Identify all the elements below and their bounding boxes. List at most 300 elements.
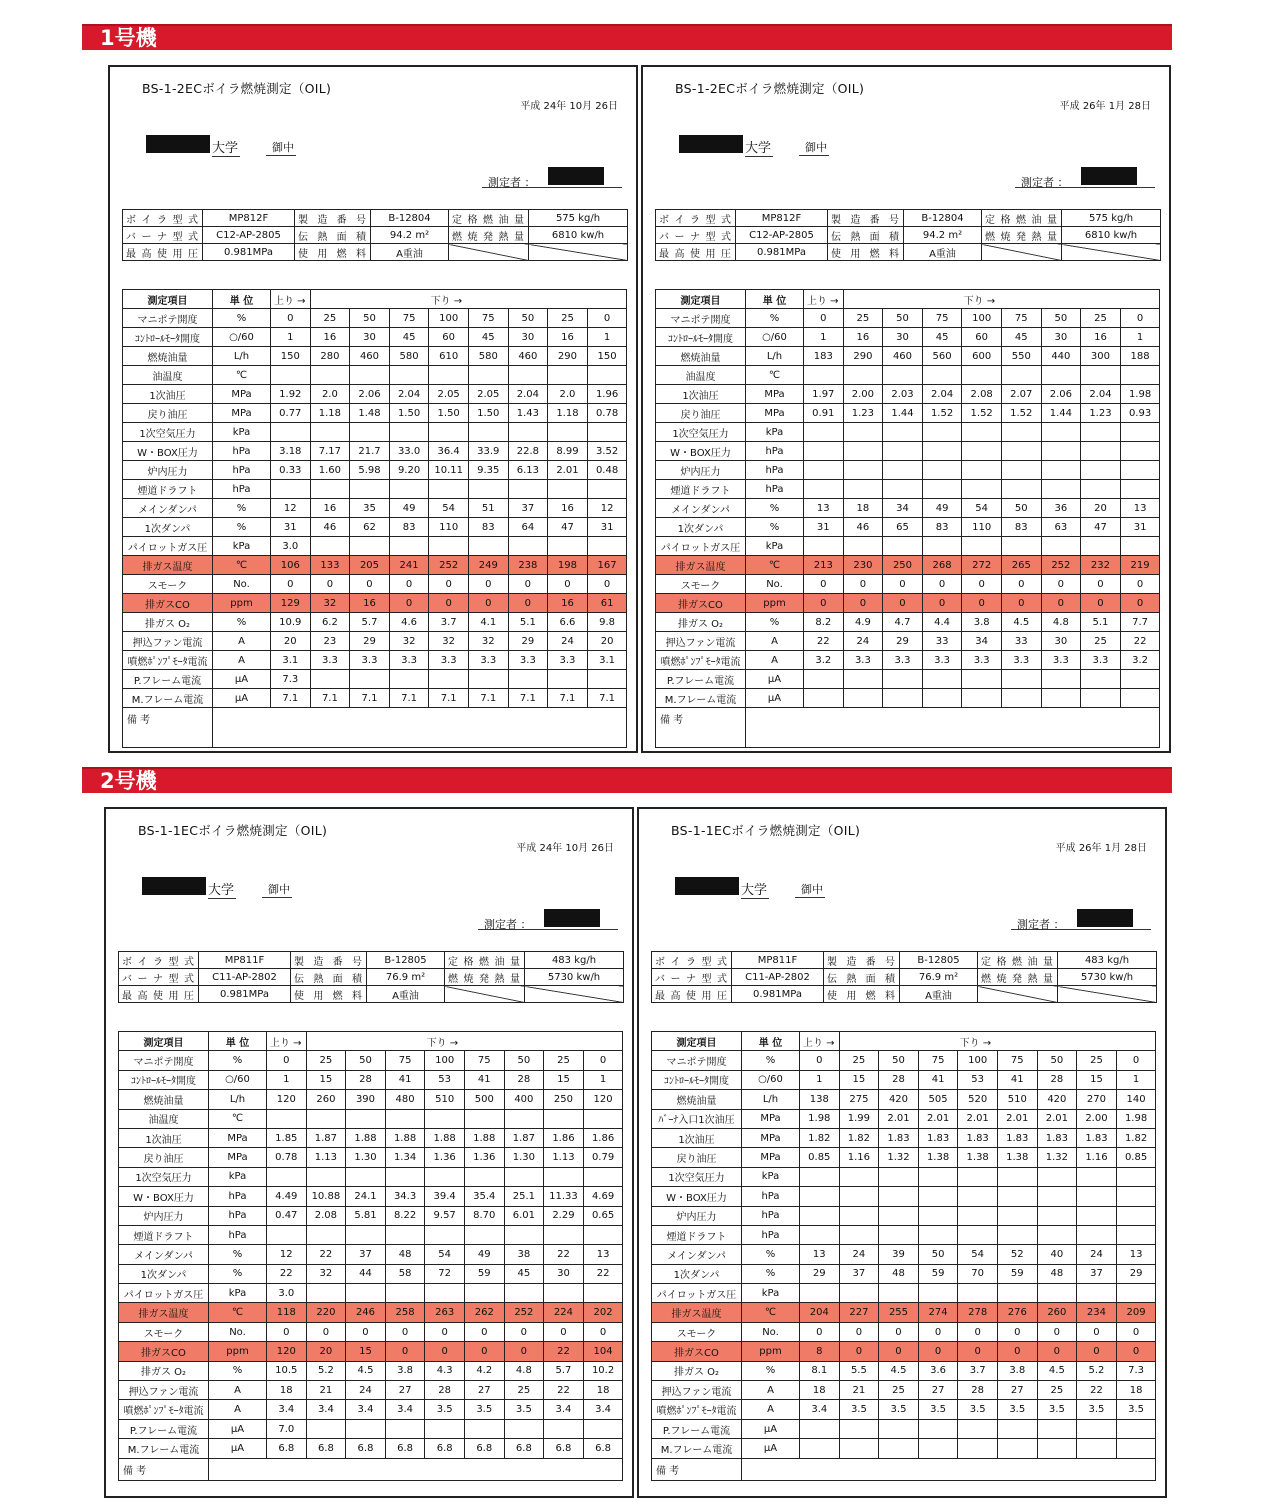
spec-cell: 最高使用圧 — [652, 986, 732, 1003]
table-cell: 27 — [464, 1381, 504, 1400]
table-cell: 25 — [548, 309, 588, 328]
table-cell: 7.3 — [271, 670, 311, 689]
table-cell — [306, 1225, 346, 1244]
table-cell: μA — [213, 689, 271, 708]
table-cell: 59 — [997, 1264, 1037, 1283]
table-cell: 1.82 — [839, 1128, 879, 1147]
table-cell — [883, 461, 923, 480]
table-cell: % — [213, 499, 271, 518]
table-cell: 13 — [583, 1245, 623, 1264]
table-cell: % — [209, 1361, 267, 1380]
redacted-name — [675, 877, 739, 895]
table-cell: 70 — [958, 1264, 998, 1283]
table-cell: 258 — [385, 1303, 425, 1322]
table-cell: 3.4 — [583, 1400, 623, 1419]
table-cell: % — [742, 1264, 800, 1283]
table-cell: 7.1 — [429, 689, 469, 708]
table-cell: 1.83 — [1077, 1128, 1117, 1147]
table-cell: 22 — [544, 1245, 584, 1264]
table-cell: 39.4 — [425, 1187, 465, 1206]
table-cell: 35.4 — [464, 1187, 504, 1206]
table-cell: MPa — [742, 1109, 800, 1128]
table-cell: 排ガス温度 — [652, 1303, 742, 1322]
table-cell: メインダンパ — [652, 1245, 742, 1264]
table-row — [123, 461, 627, 480]
table-cell: 油温度 — [123, 366, 213, 385]
table-cell: 1.32 — [1037, 1148, 1077, 1167]
spec-cell — [982, 244, 1062, 261]
table-cell: 83 — [1001, 518, 1041, 537]
table-cell — [922, 689, 962, 708]
table-cell: 25 — [839, 1051, 879, 1070]
remark-label: 備 考 — [119, 1458, 209, 1480]
table-cell — [1037, 1167, 1077, 1186]
table-cell: 460 — [350, 347, 390, 366]
table-row — [123, 309, 627, 328]
table-cell: 7.1 — [350, 689, 390, 708]
table-cell: 29 — [883, 632, 923, 651]
sheet-date: 平成 24年 10月 26日 — [516, 843, 614, 854]
table-row — [123, 537, 627, 556]
table-cell: 263 — [425, 1303, 465, 1322]
table-cell: 16 — [310, 328, 350, 347]
table-cell: 1.92 — [271, 385, 311, 404]
table-cell: 1.98 — [1116, 1109, 1156, 1128]
sheet-unit2-2014 — [637, 807, 1167, 1498]
table-cell: 0 — [997, 1342, 1037, 1361]
table-cell: 0 — [385, 1342, 425, 1361]
onchu-label: 御中 — [795, 881, 825, 898]
table-cell — [508, 670, 548, 689]
table-cell: 排ガス O₂ — [656, 613, 746, 632]
table-row — [123, 575, 627, 594]
table-cell: 47 — [1081, 518, 1121, 537]
table-cell: 3.3 — [922, 651, 962, 670]
table-cell: 460 — [883, 347, 923, 366]
table-cell: 83 — [922, 518, 962, 537]
table-cell — [922, 480, 962, 499]
table-cell: 16 — [548, 328, 588, 347]
table-cell: 0 — [544, 1322, 584, 1341]
table-cell: スモーク — [652, 1322, 742, 1341]
table-cell: 7.7 — [1120, 613, 1160, 632]
header-unit: 単 位 — [209, 1032, 267, 1051]
table-cell: 1.99 — [839, 1109, 879, 1128]
table-cell: ppm — [746, 594, 804, 613]
table-cell — [310, 480, 350, 499]
table-cell: 45 — [922, 328, 962, 347]
table-cell: 0 — [958, 1322, 998, 1341]
table-cell: 18 — [583, 1381, 623, 1400]
table-cell — [1116, 1284, 1156, 1303]
table-row — [656, 689, 1160, 708]
table-cell: 260 — [1037, 1303, 1077, 1322]
table-cell: 0 — [429, 594, 469, 613]
table-cell: 45 — [468, 328, 508, 347]
table-cell: ﾊﾞｰﾅ入口1次油圧 — [652, 1109, 742, 1128]
spec-cell: 575 kg/h — [1062, 210, 1161, 227]
spec-cell: 燃焼発熱量 — [445, 969, 525, 986]
table-cell: 9.20 — [389, 461, 429, 480]
table-cell: 10.88 — [306, 1187, 346, 1206]
table-cell: hPa — [742, 1187, 800, 1206]
table-cell: 238 — [508, 556, 548, 575]
table-cell: 9.35 — [468, 461, 508, 480]
table-cell: 炉内圧力 — [123, 461, 213, 480]
spec-cell: MP812F — [736, 210, 828, 227]
table-cell — [962, 461, 1002, 480]
table-cell — [997, 1206, 1037, 1225]
spec-cell: 伝 熱 面 積 — [828, 227, 904, 244]
table-cell: 50 — [918, 1245, 958, 1264]
table-cell: kPa — [209, 1284, 267, 1303]
table-cell: 9.8 — [587, 613, 627, 632]
table-cell: 5.2 — [1077, 1361, 1117, 1380]
table-cell: 3.4 — [346, 1400, 386, 1419]
table-cell: 排ガスCO — [119, 1342, 209, 1361]
table-row — [656, 442, 1160, 461]
spec-cell: 定格燃油量 — [982, 210, 1062, 227]
table-cell: 6.8 — [425, 1439, 465, 1458]
table-cell: 1.23 — [1081, 404, 1121, 423]
table-cell — [346, 1167, 386, 1186]
table-cell — [1120, 423, 1160, 442]
table-cell: M.フレーム電流 — [123, 689, 213, 708]
spec-cell: 6810 kw/h — [529, 227, 628, 244]
table-cell: ℃ — [213, 556, 271, 575]
table-cell: 75 — [464, 1051, 504, 1070]
table-cell: 1.16 — [1077, 1148, 1117, 1167]
table-cell: 6.6 — [548, 613, 588, 632]
table-row — [123, 613, 627, 632]
table-cell: 1 — [800, 1070, 840, 1089]
table-cell — [544, 1225, 584, 1244]
table-cell — [962, 366, 1002, 385]
table-cell: 0 — [1077, 1342, 1117, 1361]
spec-cell — [449, 244, 529, 261]
table-cell: 4.3 — [425, 1361, 465, 1380]
table-cell: % — [213, 613, 271, 632]
table-cell: パイロットガス圧 — [656, 537, 746, 556]
table-cell: 34.3 — [385, 1187, 425, 1206]
table-cell — [883, 423, 923, 442]
table-cell: P.フレーム電流 — [123, 670, 213, 689]
table-cell: 46 — [310, 518, 350, 537]
table-cell: 25 — [1077, 1051, 1117, 1070]
table-cell — [962, 689, 1002, 708]
table-cell: 25 — [879, 1381, 919, 1400]
table-cell: 10.11 — [429, 461, 469, 480]
spec-cell — [525, 986, 624, 1003]
table-cell: 60 — [429, 328, 469, 347]
table-cell — [1037, 1419, 1077, 1438]
table-cell — [1037, 1439, 1077, 1458]
table-cell: 440 — [1041, 347, 1081, 366]
table-cell: 7.1 — [587, 689, 627, 708]
table-cell — [800, 1187, 840, 1206]
table-cell: 249 — [468, 556, 508, 575]
table-cell: 10.9 — [271, 613, 311, 632]
table-cell: 0 — [583, 1051, 623, 1070]
spec-row — [119, 986, 624, 1003]
table-cell: 6.8 — [544, 1439, 584, 1458]
table-cell: 排ガス温度 — [123, 556, 213, 575]
table-cell: kPa — [742, 1167, 800, 1186]
spec-cell: 483 kg/h — [525, 952, 624, 969]
table-cell: 8.99 — [548, 442, 588, 461]
table-cell: 21.7 — [350, 442, 390, 461]
table-cell: 3.8 — [385, 1361, 425, 1380]
table-cell: 7.1 — [548, 689, 588, 708]
redacted-measurer — [1081, 167, 1137, 185]
table-cell: 戻り油圧 — [119, 1148, 209, 1167]
table-cell: 3.4 — [385, 1400, 425, 1419]
table-cell: 1次ダンパ — [656, 518, 746, 537]
table-cell: 204 — [800, 1303, 840, 1322]
table-cell — [544, 1167, 584, 1186]
spec-table — [655, 209, 1161, 261]
table-cell: 0 — [271, 309, 311, 328]
table-cell: 75 — [468, 309, 508, 328]
table-row — [656, 423, 1160, 442]
table-cell — [587, 670, 627, 689]
table-cell: 18 — [843, 499, 883, 518]
table-cell — [918, 1439, 958, 1458]
table-cell: 75 — [385, 1051, 425, 1070]
table-cell: 4.8 — [1041, 613, 1081, 632]
table-cell: ppm — [213, 594, 271, 613]
header-down: 下り → — [839, 1032, 1156, 1051]
table-cell: 4.1 — [468, 613, 508, 632]
table-cell — [1077, 1419, 1117, 1438]
table-cell: 224 — [544, 1303, 584, 1322]
table-cell: 500 — [464, 1090, 504, 1109]
table-cell — [843, 461, 883, 480]
table-cell: 37 — [839, 1264, 879, 1283]
table-cell: 0 — [958, 1342, 998, 1361]
table-cell: 3.7 — [958, 1361, 998, 1380]
table-cell: スモーク — [119, 1322, 209, 1341]
table-cell: 11.33 — [544, 1187, 584, 1206]
table-cell — [918, 1284, 958, 1303]
spec-cell: A重油 — [904, 244, 982, 261]
table-row — [123, 366, 627, 385]
spec-cell: ボイラ型式 — [652, 952, 732, 969]
table-cell: 0 — [385, 1322, 425, 1341]
table-cell: P.フレーム電流 — [656, 670, 746, 689]
table-row — [123, 518, 627, 537]
sheet-date: 平成 26年 1月 28日 — [1055, 843, 1147, 854]
table-cell: 16 — [310, 499, 350, 518]
table-cell: 0 — [804, 575, 844, 594]
table-cell: 260 — [306, 1090, 346, 1109]
table-cell: 9.57 — [425, 1206, 465, 1225]
spec-cell: B-12805 — [367, 952, 445, 969]
table-cell: 4.6 — [389, 613, 429, 632]
spec-cell: 伝 熱 面 積 — [291, 969, 367, 986]
table-cell — [800, 1439, 840, 1458]
table-cell: 45 — [1001, 328, 1041, 347]
table-cell: 29 — [1116, 1264, 1156, 1283]
table-cell: 48 — [385, 1245, 425, 1264]
spec-cell: ボイラ型式 — [123, 210, 203, 227]
table-cell — [548, 670, 588, 689]
table-cell — [389, 423, 429, 442]
table-cell — [429, 537, 469, 556]
sheet-unit1-2012 — [108, 65, 638, 753]
table-cell: 16 — [350, 594, 390, 613]
table-cell — [1041, 423, 1081, 442]
table-cell: 燃焼油量 — [119, 1090, 209, 1109]
table-cell: 燃焼油量 — [652, 1090, 742, 1109]
table-cell: ℃ — [746, 366, 804, 385]
table-cell: 押込ファン電流 — [652, 1381, 742, 1400]
table-cell: M.フレーム電流 — [119, 1439, 209, 1458]
table-cell: 22 — [544, 1381, 584, 1400]
table-cell: 1.52 — [922, 404, 962, 423]
table-cell: 7.1 — [508, 689, 548, 708]
unit1-band — [82, 24, 1172, 50]
table-cell: 1.83 — [1037, 1128, 1077, 1147]
table-cell: 250 — [883, 556, 923, 575]
spec-cell: A重油 — [900, 986, 978, 1003]
table-cell — [504, 1109, 544, 1128]
table-cell: 50 — [508, 309, 548, 328]
table-cell: 8 — [800, 1342, 840, 1361]
table-cell: 4.5 — [346, 1361, 386, 1380]
table-cell: 0 — [1001, 594, 1041, 613]
table-cell: 0.48 — [587, 461, 627, 480]
table-cell: 38 — [504, 1245, 544, 1264]
table-cell: 6.01 — [504, 1206, 544, 1225]
table-cell — [583, 1225, 623, 1244]
table-cell: 10.2 — [583, 1361, 623, 1380]
table-cell: 54 — [962, 499, 1002, 518]
table-row — [119, 1284, 623, 1303]
table-cell: % — [209, 1245, 267, 1264]
table-cell: 1次空気圧力 — [119, 1167, 209, 1186]
table-cell: 15 — [544, 1070, 584, 1089]
table-cell: 2.03 — [883, 385, 923, 404]
table-cell — [1120, 480, 1160, 499]
table-cell: 7.17 — [310, 442, 350, 461]
table-cell: 40 — [1037, 1245, 1077, 1264]
spec-cell: 製 造 番 号 — [828, 210, 904, 227]
table-row — [123, 347, 627, 366]
table-cell: 1 — [267, 1070, 307, 1089]
table-cell: 18 — [1116, 1381, 1156, 1400]
table-cell: 3.3 — [350, 651, 390, 670]
measurer-label: 測定者 ： — [1021, 176, 1069, 189]
table-cell: 20 — [271, 632, 311, 651]
remark-value — [213, 708, 627, 748]
table-cell: 234 — [1077, 1303, 1117, 1322]
spec-row — [123, 244, 628, 261]
table-cell: 75 — [997, 1051, 1037, 1070]
table-cell: 1.83 — [997, 1128, 1037, 1147]
table-cell — [839, 1439, 879, 1458]
table-cell: 27 — [918, 1381, 958, 1400]
table-cell: 22 — [1120, 632, 1160, 651]
table-cell: 0 — [1116, 1322, 1156, 1341]
table-cell: A — [742, 1381, 800, 1400]
table-cell — [267, 1167, 307, 1186]
table-cell: 32 — [429, 632, 469, 651]
table-cell: 1.16 — [839, 1148, 879, 1167]
table-cell: 0 — [1120, 575, 1160, 594]
table-cell: 22 — [306, 1245, 346, 1264]
table-cell: 3.3 — [1041, 651, 1081, 670]
measurer-underline — [482, 187, 622, 188]
table-cell: 3.5 — [918, 1400, 958, 1419]
table-cell: 20 — [306, 1342, 346, 1361]
table-cell: 50 — [1041, 309, 1081, 328]
table-cell — [425, 1419, 465, 1438]
table-cell: 21 — [306, 1381, 346, 1400]
table-cell: 0 — [1001, 575, 1041, 594]
spec-cell: 0.981MPa — [203, 244, 295, 261]
table-cell — [1120, 461, 1160, 480]
table-cell: W・BOX圧力 — [123, 442, 213, 461]
table-cell: 0 — [306, 1322, 346, 1341]
table-cell — [883, 689, 923, 708]
table-cell: 2.01 — [548, 461, 588, 480]
table-cell: 25 — [1081, 632, 1121, 651]
table-cell: 0 — [922, 575, 962, 594]
table-cell: 1.38 — [997, 1148, 1037, 1167]
table-cell — [306, 1109, 346, 1128]
table-cell — [1081, 366, 1121, 385]
table-cell: 5.98 — [350, 461, 390, 480]
table-cell: 36 — [1041, 499, 1081, 518]
spec-cell: 使 用 燃 料 — [828, 244, 904, 261]
table-cell: 噴燃ﾎﾟﾝﾌﾟﾓｰﾀ電流 — [652, 1400, 742, 1419]
table-cell — [879, 1284, 919, 1303]
table-cell: 3.5 — [1116, 1400, 1156, 1419]
table-row — [119, 1109, 623, 1128]
table-cell: 1.60 — [310, 461, 350, 480]
table-cell: 150 — [271, 347, 311, 366]
table-cell: 3.3 — [389, 651, 429, 670]
table-cell: 3.6 — [918, 1361, 958, 1380]
table-cell — [468, 537, 508, 556]
table-cell — [310, 366, 350, 385]
table-cell — [879, 1419, 919, 1438]
table-cell — [587, 537, 627, 556]
table-cell — [587, 423, 627, 442]
table-cell: 1.18 — [548, 404, 588, 423]
table-cell: 0 — [883, 594, 923, 613]
spec-row — [652, 969, 1157, 986]
table-cell: 460 — [508, 347, 548, 366]
table-cell: MPa — [213, 385, 271, 404]
table-cell — [504, 1419, 544, 1438]
table-cell: A — [209, 1400, 267, 1419]
spec-cell: C11-AP-2802 — [732, 969, 824, 986]
sheet-title: BS-1-1ECボイラ燃焼測定（OIL) — [138, 823, 328, 838]
table-cell — [1001, 461, 1041, 480]
table-cell: 0 — [271, 575, 311, 594]
table-cell: 1 — [1120, 328, 1160, 347]
table-row — [656, 651, 1160, 670]
table-cell: 6.2 — [310, 613, 350, 632]
table-cell: 41 — [918, 1070, 958, 1089]
table-cell: 1.52 — [962, 404, 1002, 423]
table-cell — [1120, 366, 1160, 385]
table-cell: 0 — [429, 575, 469, 594]
table-cell: % — [213, 518, 271, 537]
table-cell: 1.96 — [587, 385, 627, 404]
